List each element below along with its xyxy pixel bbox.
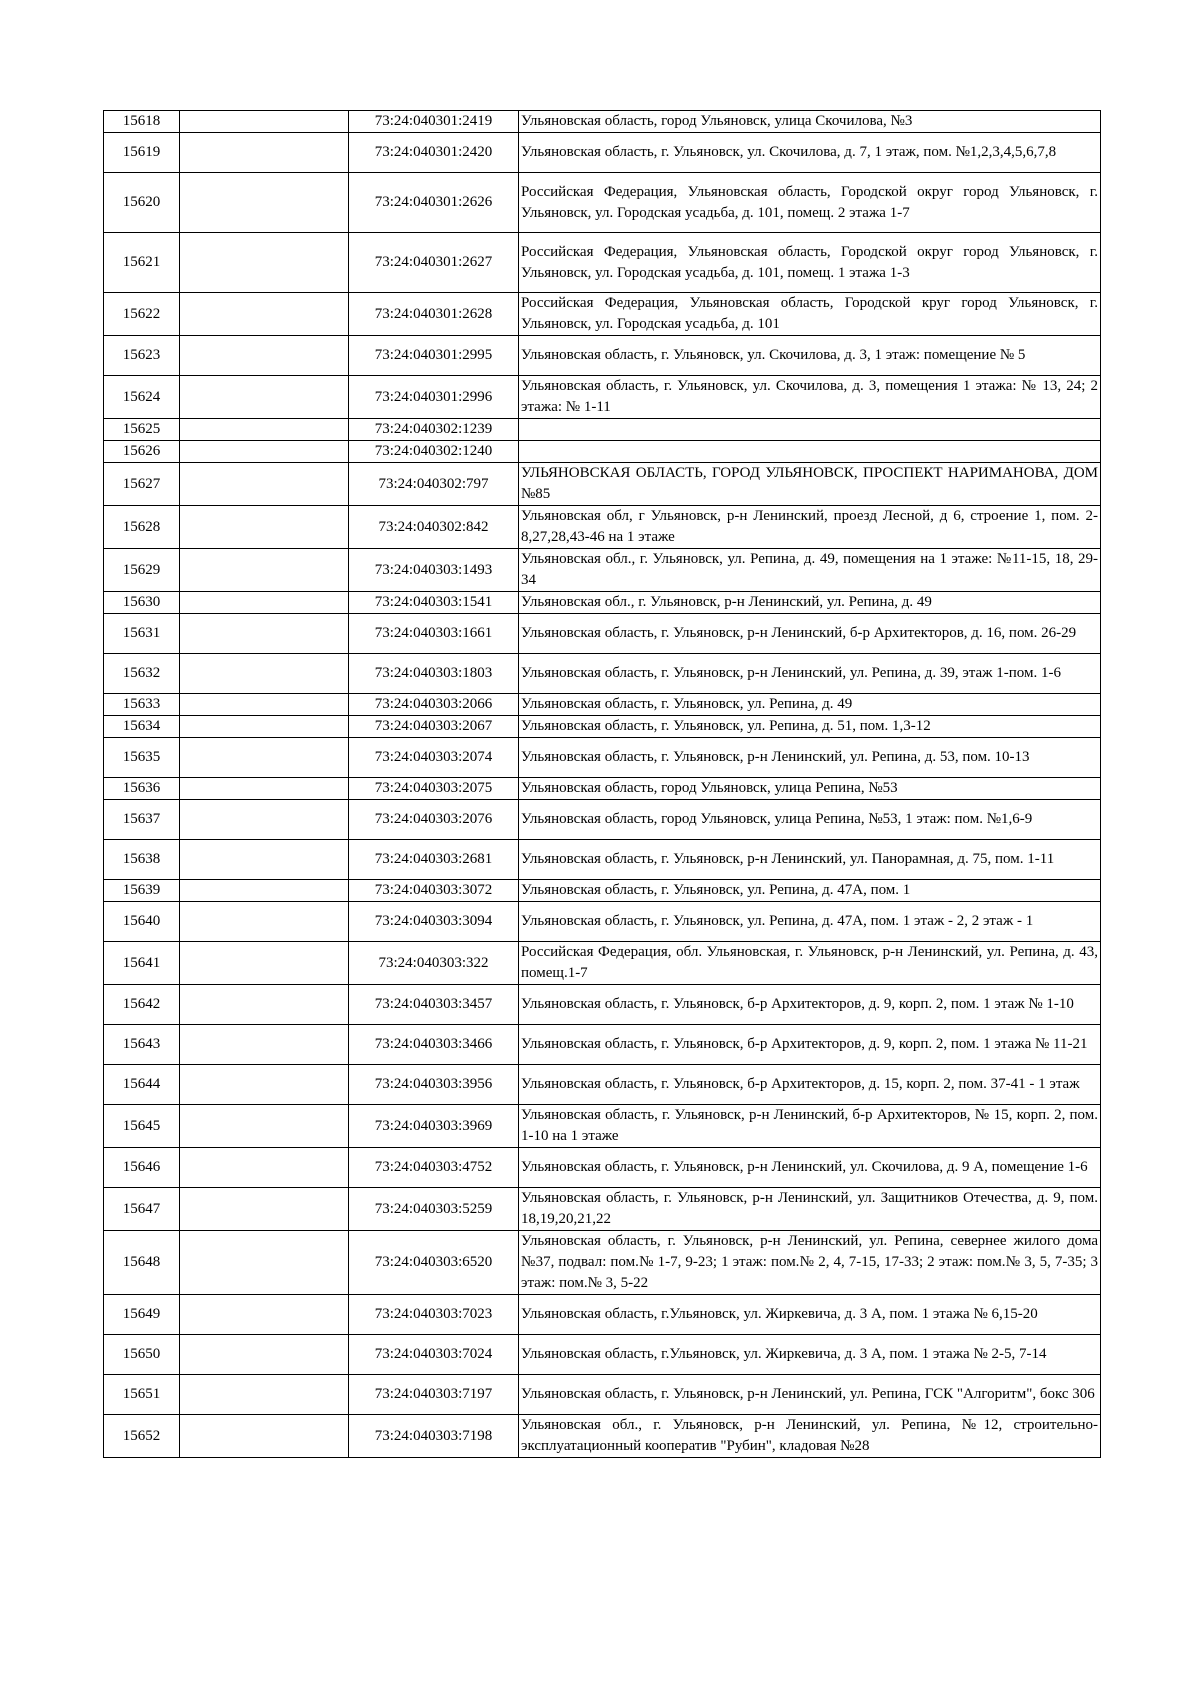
address-cell: Ульяновская область, г. Ульяновск, р-н Ленинский, ул. Защитников Отечества, д. 9, пом. 18,19,20,21,22	[519, 1188, 1101, 1231]
table-row	[104, 694, 1101, 716]
table-row	[104, 942, 1101, 985]
cadastral-number: 73:24:040303:5259	[349, 1188, 519, 1231]
cadastral-number: 73:24:040302:1240	[349, 441, 519, 463]
cadastral-number: 73:24:040303:1493	[349, 549, 519, 592]
cadastral-number: 73:24:040303:2066	[349, 694, 519, 716]
row-number: 15619	[104, 133, 180, 173]
cadastral-number: 73:24:040303:2067	[349, 716, 519, 738]
empty-cell	[180, 463, 349, 506]
address-cell: Ульяновская область, г. Ульяновск, р-н Ленинский, б-р Архитекторов, д. 16, пом. 26-29	[519, 614, 1101, 654]
empty-cell	[180, 233, 349, 293]
registry-table-body	[104, 111, 1101, 1458]
row-number: 15639	[104, 880, 180, 902]
cadastral-number: 73:24:040303:7198	[349, 1415, 519, 1458]
empty-cell	[180, 1148, 349, 1188]
table-row	[104, 1231, 1101, 1295]
empty-cell	[180, 694, 349, 716]
cadastral-number: 73:24:040303:1803	[349, 654, 519, 694]
empty-cell	[180, 592, 349, 614]
table-row	[104, 902, 1101, 942]
empty-cell	[180, 1231, 349, 1295]
cadastral-number: 73:24:040303:3457	[349, 985, 519, 1025]
row-number: 15643	[104, 1025, 180, 1065]
row-number: 15652	[104, 1415, 180, 1458]
cadastral-number: 73:24:040303:3072	[349, 880, 519, 902]
row-number: 15636	[104, 778, 180, 800]
cadastral-number: 73:24:040303:7197	[349, 1375, 519, 1415]
table-row	[104, 233, 1101, 293]
table-row	[104, 1335, 1101, 1375]
address-cell: Ульяновская область, г. Ульяновск, ул. Репина, д. 47А, пом. 1 этаж - 2, 2 этаж - 1	[519, 902, 1101, 942]
table-row	[104, 133, 1101, 173]
row-number: 15635	[104, 738, 180, 778]
empty-cell	[180, 1295, 349, 1335]
table-row	[104, 778, 1101, 800]
address-cell: Ульяновская область, город Ульяновск, улица Скочилова, №3	[519, 111, 1101, 133]
table-row	[104, 441, 1101, 463]
table-row	[104, 549, 1101, 592]
cadastral-number: 73:24:040303:6520	[349, 1231, 519, 1295]
table-row	[104, 654, 1101, 694]
table-row	[104, 1065, 1101, 1105]
row-number: 15626	[104, 441, 180, 463]
address-cell: Ульяновская область, г.Ульяновск, ул. Жиркевича, д. 3 А, пом. 1 этажа № 6,15-20	[519, 1295, 1101, 1335]
table-row	[104, 336, 1101, 376]
cadastral-number: 73:24:040303:7024	[349, 1335, 519, 1375]
cadastral-number: 73:24:040303:1661	[349, 614, 519, 654]
address-cell: Ульяновская область, г.Ульяновск, ул. Жиркевича, д. 3 А, пом. 1 этажа № 2-5, 7-14	[519, 1335, 1101, 1375]
row-number: 15640	[104, 902, 180, 942]
address-cell: Ульяновская обл., г. Ульяновск, р-н Ленинский, ул. Репина, д. 49	[519, 592, 1101, 614]
row-number: 15622	[104, 293, 180, 336]
address-cell: Ульяновская область, г. Ульяновск, б-р Архитекторов, д. 15, корп. 2, пом. 37-41 - 1 этаж	[519, 1065, 1101, 1105]
empty-cell	[180, 942, 349, 985]
row-number: 15632	[104, 654, 180, 694]
empty-cell	[180, 902, 349, 942]
cadastral-number: 73:24:040302:797	[349, 463, 519, 506]
row-number: 15646	[104, 1148, 180, 1188]
table-row	[104, 614, 1101, 654]
address-cell: Ульяновская область, г. Ульяновск, р-н Ленинский, б-р Архитекторов, № 15, корп. 2, пом. 1-10 на 1 этаже	[519, 1105, 1101, 1148]
address-cell: Ульяновская обл., г. Ульяновск, р-н Ленинский, ул. Репина, №12, строительно-эксплуатационный кооператив "Рубин", кладовая №28	[519, 1415, 1101, 1458]
empty-cell	[180, 614, 349, 654]
address-cell	[519, 419, 1101, 441]
empty-cell	[180, 1335, 349, 1375]
row-number: 15621	[104, 233, 180, 293]
table-row	[104, 1415, 1101, 1458]
table-row	[104, 1105, 1101, 1148]
table-row	[104, 376, 1101, 419]
cadastral-number: 73:24:040301:2995	[349, 336, 519, 376]
address-cell: Ульяновская область, г. Ульяновск, р-н Ленинский, ул. Репина, д. 39, этаж 1-пом. 1-6	[519, 654, 1101, 694]
table-row	[104, 111, 1101, 133]
row-number: 15637	[104, 800, 180, 840]
address-cell: Ульяновская область, г. Ульяновск, б-р Архитекторов, д. 9, корп. 2, пом. 1 этаж № 1-10	[519, 985, 1101, 1025]
row-number: 15638	[104, 840, 180, 880]
address-cell: Ульяновская область, г. Ульяновск, ул. Скочилова, д. 3, 1 этаж: помещение № 5	[519, 336, 1101, 376]
address-cell: Российская Федерация, обл. Ульяновская, г. Ульяновск, р-н Ленинский, ул. Репина, д. 43, помещ.1-7	[519, 942, 1101, 985]
empty-cell	[180, 1105, 349, 1148]
empty-cell	[180, 1025, 349, 1065]
table-row	[104, 1375, 1101, 1415]
empty-cell	[180, 1415, 349, 1458]
address-cell: Ульяновская обл, г Ульяновск, р-н Ленинский, проезд Лесной, д 6, строение 1, пом. 2-8,27,28,43-46 на 1 этаже	[519, 506, 1101, 549]
address-cell: Ульяновская область, город Ульяновск, улица Репина, №53	[519, 778, 1101, 800]
cadastral-number: 73:24:040301:2628	[349, 293, 519, 336]
cadastral-number: 73:24:040303:2681	[349, 840, 519, 880]
address-cell: Ульяновская область, г. Ульяновск, р-н Ленинский, ул. Репина, севернее жилого дома №37, подвал: пом.№ 1-7, 9-23; 1 этаж: пом.№ 2, 4, 7-15, 17-33; 2 этаж: пом.№ 3, 5, 7-35; 3 этаж: пом.№ 3, 5-22	[519, 1231, 1101, 1295]
empty-cell	[180, 293, 349, 336]
empty-cell	[180, 716, 349, 738]
table-row	[104, 1025, 1101, 1065]
cadastral-number: 73:24:040303:3969	[349, 1105, 519, 1148]
row-number: 15651	[104, 1375, 180, 1415]
empty-cell	[180, 1375, 349, 1415]
table-row	[104, 173, 1101, 233]
row-number: 15642	[104, 985, 180, 1025]
address-cell: Ульяновская область, г. Ульяновск, р-н Ленинский, ул. Репина, ГСК "Алгоритм", бокс 306	[519, 1375, 1101, 1415]
address-cell: Ульяновская область, г. Ульяновск, р-н Ленинский, ул. Скочилова, д. 9 А, помещение 1-6	[519, 1148, 1101, 1188]
empty-cell	[180, 1188, 349, 1231]
cadastral-number: 73:24:040303:1541	[349, 592, 519, 614]
address-cell: Ульяновская область, г. Ульяновск, р-н Ленинский, ул. Панорамная, д. 75, пом. 1-11	[519, 840, 1101, 880]
table-row	[104, 1295, 1101, 1335]
empty-cell	[180, 111, 349, 133]
row-number: 15647	[104, 1188, 180, 1231]
address-cell: Ульяновская область, г. Ульяновск, ул. Репина, д. 51, пом. 1,3-12	[519, 716, 1101, 738]
row-number: 15630	[104, 592, 180, 614]
address-cell: Ульяновская область, г. Ульяновск, ул. Скочилова, д. 3, помещения 1 этажа: № 13, 24; 2 этажа: № 1-11	[519, 376, 1101, 419]
cadastral-number: 73:24:040303:2074	[349, 738, 519, 778]
empty-cell	[180, 1065, 349, 1105]
empty-cell	[180, 840, 349, 880]
row-number: 15631	[104, 614, 180, 654]
table-row	[104, 840, 1101, 880]
cadastral-number: 73:24:040303:2075	[349, 778, 519, 800]
empty-cell	[180, 738, 349, 778]
empty-cell	[180, 800, 349, 840]
empty-cell	[180, 419, 349, 441]
cadastral-number: 73:24:040301:2419	[349, 111, 519, 133]
table-row	[104, 419, 1101, 441]
row-number: 15641	[104, 942, 180, 985]
cadastral-number: 73:24:040303:3466	[349, 1025, 519, 1065]
row-number: 15650	[104, 1335, 180, 1375]
row-number: 15649	[104, 1295, 180, 1335]
cadastral-number: 73:24:040303:3094	[349, 902, 519, 942]
registry-table	[103, 110, 1101, 1458]
row-number: 15618	[104, 111, 180, 133]
address-cell: Ульяновская область, г. Ульяновск, ул. Скочилова, д. 7, 1 этаж, пом. №1,2,3,4,5,6,7,8	[519, 133, 1101, 173]
row-number: 15645	[104, 1105, 180, 1148]
address-cell	[519, 441, 1101, 463]
row-number: 15648	[104, 1231, 180, 1295]
cadastral-number: 73:24:040303:2076	[349, 800, 519, 840]
table-row	[104, 880, 1101, 902]
cadastral-number: 73:24:040301:2627	[349, 233, 519, 293]
cadastral-number: 73:24:040302:842	[349, 506, 519, 549]
address-cell: Российская Федерация, Ульяновская область, Городской округ город Ульяновск, г. Ульяновск, ул. Городская усадьба, д. 101, помещ. 2 этажа 1-7	[519, 173, 1101, 233]
row-number: 15623	[104, 336, 180, 376]
empty-cell	[180, 441, 349, 463]
empty-cell	[180, 173, 349, 233]
row-number: 15629	[104, 549, 180, 592]
empty-cell	[180, 506, 349, 549]
address-cell: УЛЬЯНОВСКАЯ ОБЛАСТЬ, ГОРОД УЛЬЯНОВСК, ПРОСПЕКТ НАРИМАНОВА, ДОМ №85	[519, 463, 1101, 506]
table-row	[104, 1188, 1101, 1231]
empty-cell	[180, 133, 349, 173]
address-cell: Ульяновская область, город Ульяновск, улица Репина, №53, 1 этаж: пом. №1,6-9	[519, 800, 1101, 840]
cadastral-number: 73:24:040301:2996	[349, 376, 519, 419]
row-number: 15644	[104, 1065, 180, 1105]
empty-cell	[180, 880, 349, 902]
address-cell: Ульяновская область, г. Ульяновск, р-н Ленинский, ул. Репина, д. 53, пом. 10-13	[519, 738, 1101, 778]
address-cell: Российская Федерация, Ульяновская область, Городской округ город Ульяновск, г. Ульяновск, ул. Городская усадьба, д. 101, помещ. 1 этажа 1-3	[519, 233, 1101, 293]
empty-cell	[180, 336, 349, 376]
table-row	[104, 716, 1101, 738]
cadastral-number: 73:24:040302:1239	[349, 419, 519, 441]
table-row	[104, 1148, 1101, 1188]
row-number: 15634	[104, 716, 180, 738]
row-number: 15624	[104, 376, 180, 419]
empty-cell	[180, 549, 349, 592]
row-number: 15625	[104, 419, 180, 441]
cadastral-number: 73:24:040303:7023	[349, 1295, 519, 1335]
address-cell: Ульяновская обл., г. Ульяновск, ул. Репина, д. 49, помещения на 1 этаже: №11-15, 18, 29-34	[519, 549, 1101, 592]
address-cell: Ульяновская область, г. Ульяновск, ул. Репина, д. 47А, пом. 1	[519, 880, 1101, 902]
table-row	[104, 293, 1101, 336]
cadastral-number: 73:24:040301:2626	[349, 173, 519, 233]
row-number: 15620	[104, 173, 180, 233]
table-row	[104, 592, 1101, 614]
table-row	[104, 506, 1101, 549]
empty-cell	[180, 654, 349, 694]
empty-cell	[180, 985, 349, 1025]
empty-cell	[180, 778, 349, 800]
table-row	[104, 463, 1101, 506]
address-cell: Российская Федерация, Ульяновская область, Городской круг город Ульяновск, г. Ульяновск, ул. Городская усадьба, д. 101	[519, 293, 1101, 336]
row-number: 15633	[104, 694, 180, 716]
cadastral-number: 73:24:040301:2420	[349, 133, 519, 173]
address-cell: Ульяновская область, г. Ульяновск, ул. Репина, д. 49	[519, 694, 1101, 716]
cadastral-number: 73:24:040303:322	[349, 942, 519, 985]
cadastral-number: 73:24:040303:4752	[349, 1148, 519, 1188]
cadastral-number: 73:24:040303:3956	[349, 1065, 519, 1105]
table-row	[104, 985, 1101, 1025]
empty-cell	[180, 376, 349, 419]
row-number: 15628	[104, 506, 180, 549]
address-cell: Ульяновская область, г. Ульяновск, б-р Архитекторов, д. 9, корп. 2, пом. 1 этажа № 11-21	[519, 1025, 1101, 1065]
table-row	[104, 738, 1101, 778]
row-number: 15627	[104, 463, 180, 506]
table-row	[104, 800, 1101, 840]
